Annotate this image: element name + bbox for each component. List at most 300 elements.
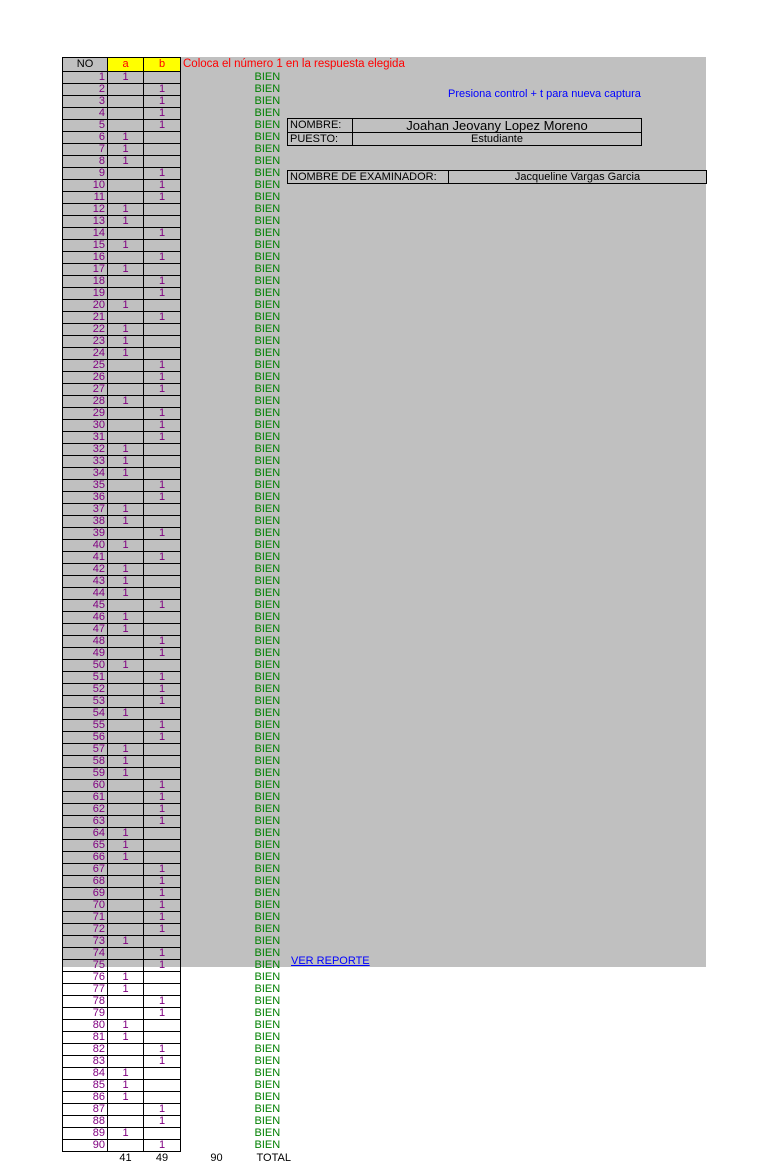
answer-cell-b[interactable]: 1 bbox=[144, 912, 181, 924]
row-spacer bbox=[181, 660, 253, 672]
result-cell: BIEN bbox=[254, 983, 281, 995]
answer-cell-a[interactable] bbox=[108, 528, 144, 540]
answer-cell-b[interactable] bbox=[144, 264, 181, 276]
question-number: 85 bbox=[63, 1080, 108, 1092]
answer-cell-a[interactable] bbox=[108, 252, 144, 264]
answer-cell-a[interactable] bbox=[108, 732, 144, 744]
answer-cell-a[interactable] bbox=[108, 888, 144, 900]
row-spacer bbox=[181, 936, 253, 948]
answer-cell-a[interactable] bbox=[108, 168, 144, 180]
answer-cell-b[interactable] bbox=[144, 576, 181, 588]
answer-cell-b[interactable]: 1 bbox=[144, 1056, 181, 1068]
question-number: 23 bbox=[63, 336, 108, 348]
answer-cell-b[interactable]: 1 bbox=[144, 288, 181, 300]
answer-cell-a[interactable]: 1 bbox=[108, 156, 144, 168]
row-spacer bbox=[181, 804, 253, 816]
answer-cell-a[interactable]: 1 bbox=[108, 1020, 144, 1032]
answer-cell-b[interactable] bbox=[144, 456, 181, 468]
answer-cell-b[interactable]: 1 bbox=[144, 252, 181, 264]
table-row bbox=[63, 492, 407, 504]
result-cell: BIEN bbox=[254, 959, 281, 971]
answer-cell-a[interactable] bbox=[108, 696, 144, 708]
row-spacer bbox=[181, 888, 253, 900]
result-cell: BIEN bbox=[254, 1127, 281, 1139]
answer-cell-a[interactable]: 1 bbox=[108, 828, 144, 840]
answer-cell-b[interactable] bbox=[144, 1092, 181, 1104]
question-number: 17 bbox=[63, 264, 108, 276]
answer-cell-a[interactable] bbox=[108, 432, 144, 444]
answer-cell-a[interactable] bbox=[108, 960, 144, 972]
answer-cell-b[interactable] bbox=[144, 348, 181, 360]
answer-cell-a[interactable]: 1 bbox=[108, 336, 144, 348]
result-cell: BIEN bbox=[254, 1007, 281, 1019]
row-spacer bbox=[181, 696, 253, 708]
table-row bbox=[63, 228, 407, 240]
row-spacer bbox=[181, 324, 253, 336]
answer-cell-b[interactable] bbox=[144, 588, 181, 600]
answer-cell-b[interactable] bbox=[144, 504, 181, 516]
result-cell: BIEN bbox=[254, 599, 281, 611]
result-cell: BIEN bbox=[254, 827, 281, 839]
result-cell: BIEN bbox=[254, 503, 281, 515]
answer-cell-a[interactable]: 1 bbox=[108, 240, 144, 252]
answer-cell-a[interactable] bbox=[108, 408, 144, 420]
table-row bbox=[63, 936, 407, 948]
answer-grid bbox=[62, 57, 407, 1166]
answer-cell-b[interactable] bbox=[144, 564, 181, 576]
answer-cell-a[interactable] bbox=[108, 228, 144, 240]
answer-cell-b[interactable]: 1 bbox=[144, 720, 181, 732]
answer-cell-b[interactable] bbox=[144, 396, 181, 408]
result-cell: BIEN bbox=[254, 719, 281, 731]
answer-cell-a[interactable] bbox=[108, 780, 144, 792]
answer-cell-a[interactable]: 1 bbox=[108, 852, 144, 864]
result-cell: BIEN bbox=[254, 275, 281, 287]
row-spacer bbox=[181, 132, 253, 144]
answer-cell-b[interactable]: 1 bbox=[144, 1116, 181, 1128]
answer-cell-b[interactable]: 1 bbox=[144, 420, 181, 432]
answer-cell-b[interactable] bbox=[144, 324, 181, 336]
question-number: 58 bbox=[63, 756, 108, 768]
question-number: 77 bbox=[63, 984, 108, 996]
answer-cell-a[interactable]: 1 bbox=[108, 972, 144, 984]
answer-cell-b[interactable]: 1 bbox=[144, 276, 181, 288]
answer-cell-a[interactable]: 1 bbox=[108, 936, 144, 948]
table-row bbox=[63, 1128, 407, 1140]
table-row bbox=[63, 516, 407, 528]
answer-cell-a[interactable] bbox=[108, 948, 144, 960]
answer-cell-a[interactable]: 1 bbox=[108, 132, 144, 144]
answer-cell-a[interactable]: 1 bbox=[108, 660, 144, 672]
answer-cell-a[interactable] bbox=[108, 648, 144, 660]
answer-cell-a[interactable] bbox=[108, 420, 144, 432]
examiner-value[interactable]: Jacqueline Vargas Garcia bbox=[514, 171, 641, 183]
table-row bbox=[63, 600, 407, 612]
answer-cell-a[interactable] bbox=[108, 384, 144, 396]
question-number: 19 bbox=[63, 288, 108, 300]
position-value[interactable]: Estudiante bbox=[471, 133, 523, 145]
answer-cell-b[interactable] bbox=[144, 216, 181, 228]
result-cell: BIEN bbox=[254, 443, 281, 455]
answer-cell-b[interactable]: 1 bbox=[144, 684, 181, 696]
answer-cell-a[interactable]: 1 bbox=[108, 756, 144, 768]
result-cell: BIEN bbox=[254, 683, 281, 695]
row-spacer bbox=[181, 984, 253, 996]
answer-cell-a[interactable]: 1 bbox=[108, 840, 144, 852]
answer-cell-b[interactable]: 1 bbox=[144, 432, 181, 444]
result-cell: BIEN bbox=[254, 1103, 281, 1115]
result-cell: BIEN bbox=[254, 119, 281, 131]
answer-cell-b[interactable]: 1 bbox=[144, 1008, 181, 1020]
answer-cell-a[interactable] bbox=[108, 996, 144, 1008]
answer-cell-b[interactable]: 1 bbox=[144, 900, 181, 912]
question-number: 67 bbox=[63, 864, 108, 876]
answer-cell-a[interactable]: 1 bbox=[108, 516, 144, 528]
table-row bbox=[63, 696, 407, 708]
result-cell: BIEN bbox=[254, 539, 281, 551]
answer-cell-a[interactable]: 1 bbox=[108, 588, 144, 600]
answer-cell-b[interactable] bbox=[144, 840, 181, 852]
answer-cell-b[interactable]: 1 bbox=[144, 816, 181, 828]
answer-cell-b[interactable]: 1 bbox=[144, 96, 181, 108]
question-number: 61 bbox=[63, 792, 108, 804]
answer-cell-b[interactable] bbox=[144, 1032, 181, 1044]
result-cell: BIEN bbox=[254, 95, 281, 107]
answer-cell-a[interactable]: 1 bbox=[108, 204, 144, 216]
answer-cell-b[interactable]: 1 bbox=[144, 960, 181, 972]
answer-cell-a[interactable] bbox=[108, 96, 144, 108]
table-row bbox=[63, 96, 407, 108]
answer-cell-a[interactable]: 1 bbox=[108, 468, 144, 480]
row-spacer bbox=[181, 564, 253, 576]
answer-cell-a[interactable] bbox=[108, 864, 144, 876]
row-spacer bbox=[181, 1008, 253, 1020]
answer-cell-a[interactable] bbox=[108, 600, 144, 612]
row-spacer bbox=[181, 444, 253, 456]
answer-cell-a[interactable]: 1 bbox=[108, 1080, 144, 1092]
answer-cell-b[interactable] bbox=[144, 852, 181, 864]
row-spacer bbox=[181, 672, 253, 684]
answer-cell-b[interactable]: 1 bbox=[144, 804, 181, 816]
answer-cell-b[interactable]: 1 bbox=[144, 1044, 181, 1056]
row-spacer bbox=[181, 1128, 253, 1140]
row-spacer bbox=[181, 828, 253, 840]
answer-cell-b[interactable] bbox=[144, 828, 181, 840]
answer-cell-b[interactable]: 1 bbox=[144, 864, 181, 876]
table-row bbox=[63, 588, 407, 600]
answer-cell-b[interactable]: 1 bbox=[144, 192, 181, 204]
answer-cell-b[interactable] bbox=[144, 300, 181, 312]
answer-cell-a[interactable] bbox=[108, 180, 144, 192]
answer-cell-b[interactable]: 1 bbox=[144, 180, 181, 192]
answer-cell-a[interactable]: 1 bbox=[108, 564, 144, 576]
view-report-link[interactable]: VER REPORTE bbox=[291, 955, 370, 967]
answer-cell-a[interactable]: 1 bbox=[108, 624, 144, 636]
answer-cell-a[interactable] bbox=[108, 792, 144, 804]
answer-cell-b[interactable]: 1 bbox=[144, 636, 181, 648]
answer-cell-a[interactable] bbox=[108, 480, 144, 492]
table-row bbox=[63, 1044, 407, 1056]
row-spacer bbox=[181, 636, 253, 648]
row-spacer bbox=[181, 168, 253, 180]
answer-cell-a[interactable] bbox=[108, 192, 144, 204]
answer-cell-b[interactable] bbox=[144, 708, 181, 720]
result-cell: BIEN bbox=[254, 155, 281, 167]
answer-cell-a[interactable]: 1 bbox=[108, 768, 144, 780]
answer-cell-a[interactable]: 1 bbox=[108, 144, 144, 156]
answer-cell-b[interactable] bbox=[144, 444, 181, 456]
answer-cell-b[interactable]: 1 bbox=[144, 600, 181, 612]
question-number: 24 bbox=[63, 348, 108, 360]
answer-cell-a[interactable]: 1 bbox=[108, 1128, 144, 1140]
question-number: 89 bbox=[63, 1128, 108, 1140]
table-row bbox=[63, 636, 407, 648]
question-number: 44 bbox=[63, 588, 108, 600]
row-spacer bbox=[181, 552, 253, 564]
result-cell: BIEN bbox=[254, 419, 281, 431]
result-cell: BIEN bbox=[254, 731, 281, 743]
answer-cell-a[interactable] bbox=[108, 552, 144, 564]
question-number: 55 bbox=[63, 720, 108, 732]
answer-cell-b[interactable] bbox=[144, 756, 181, 768]
answer-cell-a[interactable]: 1 bbox=[108, 612, 144, 624]
answer-cell-b[interactable] bbox=[144, 144, 181, 156]
answer-cell-a[interactable] bbox=[108, 1116, 144, 1128]
answer-cell-a[interactable]: 1 bbox=[108, 576, 144, 588]
answer-cell-b[interactable]: 1 bbox=[144, 312, 181, 324]
answer-cell-b[interactable] bbox=[144, 984, 181, 996]
answer-cell-a[interactable]: 1 bbox=[108, 1092, 144, 1104]
answer-cell-b[interactable]: 1 bbox=[144, 888, 181, 900]
answer-cell-a[interactable] bbox=[108, 1056, 144, 1068]
question-number: 10 bbox=[63, 180, 108, 192]
answer-cell-b[interactable] bbox=[144, 1080, 181, 1092]
answer-cell-a[interactable]: 1 bbox=[108, 504, 144, 516]
question-number: 57 bbox=[63, 744, 108, 756]
answer-cell-b[interactable] bbox=[144, 660, 181, 672]
answer-cell-b[interactable]: 1 bbox=[144, 528, 181, 540]
answer-cell-b[interactable]: 1 bbox=[144, 168, 181, 180]
result-cell: BIEN bbox=[254, 323, 281, 335]
answer-cell-b[interactable]: 1 bbox=[144, 120, 181, 132]
answer-cell-b[interactable]: 1 bbox=[144, 360, 181, 372]
answer-cell-a[interactable]: 1 bbox=[108, 708, 144, 720]
row-spacer bbox=[181, 360, 253, 372]
answer-cell-a[interactable]: 1 bbox=[108, 744, 144, 756]
answer-cell-b[interactable]: 1 bbox=[144, 552, 181, 564]
table-row bbox=[63, 396, 407, 408]
answer-cell-b[interactable] bbox=[144, 204, 181, 216]
answer-cell-b[interactable]: 1 bbox=[144, 948, 181, 960]
answer-cell-b[interactable] bbox=[144, 516, 181, 528]
result-cell: BIEN bbox=[254, 551, 281, 563]
question-number: 29 bbox=[63, 408, 108, 420]
table-row bbox=[63, 1116, 407, 1128]
position-label: PUESTO: bbox=[288, 133, 353, 145]
answer-cell-a[interactable] bbox=[108, 84, 144, 96]
answer-cell-b[interactable] bbox=[144, 972, 181, 984]
answer-cell-a[interactable] bbox=[108, 288, 144, 300]
answer-cell-b[interactable]: 1 bbox=[144, 780, 181, 792]
answer-cell-a[interactable] bbox=[108, 120, 144, 132]
result-cell: BIEN bbox=[254, 347, 281, 359]
answer-cell-a[interactable]: 1 bbox=[108, 300, 144, 312]
answer-cell-a[interactable] bbox=[108, 108, 144, 120]
row-spacer bbox=[181, 204, 253, 216]
answer-cell-a[interactable] bbox=[108, 900, 144, 912]
table-row bbox=[63, 432, 407, 444]
answer-cell-a[interactable] bbox=[108, 372, 144, 384]
table-row bbox=[63, 552, 407, 564]
question-number: 20 bbox=[63, 300, 108, 312]
result-cell: BIEN bbox=[254, 131, 281, 143]
row-spacer bbox=[181, 648, 253, 660]
answer-cell-b[interactable]: 1 bbox=[144, 1140, 181, 1152]
answer-cell-b[interactable] bbox=[144, 744, 181, 756]
answer-cell-a[interactable] bbox=[108, 1140, 144, 1152]
instruction-text: Coloca el número 1 en la respuesta elegida bbox=[183, 57, 405, 70]
question-number: 81 bbox=[63, 1032, 108, 1044]
name-value[interactable]: Joahan Jeovany Lopez Moreno bbox=[406, 118, 588, 133]
answer-cell-a[interactable] bbox=[108, 672, 144, 684]
result-cell: BIEN bbox=[254, 587, 281, 599]
question-number: 52 bbox=[63, 684, 108, 696]
answer-cell-b[interactable] bbox=[144, 468, 181, 480]
table-row bbox=[63, 1080, 407, 1092]
answer-cell-b[interactable]: 1 bbox=[144, 372, 181, 384]
answer-cell-b[interactable] bbox=[144, 156, 181, 168]
question-number: 60 bbox=[63, 780, 108, 792]
result-cell: BIEN bbox=[254, 179, 281, 191]
answer-cell-a[interactable]: 1 bbox=[108, 216, 144, 228]
answer-cell-a[interactable]: 1 bbox=[108, 264, 144, 276]
answer-cell-b[interactable]: 1 bbox=[144, 108, 181, 120]
answer-cell-b[interactable]: 1 bbox=[144, 732, 181, 744]
answer-cell-a[interactable]: 1 bbox=[108, 984, 144, 996]
result-cell: BIEN bbox=[254, 311, 281, 323]
answer-cell-a[interactable] bbox=[108, 360, 144, 372]
answer-cell-a[interactable]: 1 bbox=[108, 324, 144, 336]
answer-cell-a[interactable]: 1 bbox=[108, 1068, 144, 1080]
answer-cell-b[interactable]: 1 bbox=[144, 696, 181, 708]
question-number: 47 bbox=[63, 624, 108, 636]
question-number: 82 bbox=[63, 1044, 108, 1056]
table-row bbox=[63, 408, 407, 420]
question-number: 42 bbox=[63, 564, 108, 576]
answer-cell-b[interactable] bbox=[144, 336, 181, 348]
result-cell: BIEN bbox=[254, 191, 281, 203]
answer-cell-b[interactable]: 1 bbox=[144, 924, 181, 936]
answer-cell-b[interactable]: 1 bbox=[144, 1104, 181, 1116]
question-number: 12 bbox=[63, 204, 108, 216]
answer-cell-a[interactable] bbox=[108, 912, 144, 924]
answer-cell-a[interactable] bbox=[108, 1104, 144, 1116]
row-spacer bbox=[181, 456, 253, 468]
answer-cell-a[interactable] bbox=[108, 684, 144, 696]
answer-cell-a[interactable]: 1 bbox=[108, 540, 144, 552]
answer-cell-b[interactable]: 1 bbox=[144, 792, 181, 804]
table-row bbox=[63, 828, 407, 840]
answer-cell-b[interactable] bbox=[144, 624, 181, 636]
answer-cell-b[interactable] bbox=[144, 132, 181, 144]
row-spacer bbox=[181, 240, 253, 252]
row-spacer bbox=[181, 192, 253, 204]
answer-cell-a[interactable]: 1 bbox=[108, 396, 144, 408]
table-row bbox=[63, 468, 407, 480]
row-spacer bbox=[181, 1044, 253, 1056]
answer-cell-b[interactable]: 1 bbox=[144, 228, 181, 240]
table-row bbox=[63, 456, 407, 468]
table-row bbox=[63, 996, 407, 1008]
answer-cell-b[interactable] bbox=[144, 1020, 181, 1032]
answer-cell-b[interactable]: 1 bbox=[144, 876, 181, 888]
answer-cell-a[interactable] bbox=[108, 720, 144, 732]
question-number: 87 bbox=[63, 1104, 108, 1116]
answer-cell-b[interactable] bbox=[144, 240, 181, 252]
question-number: 62 bbox=[63, 804, 108, 816]
question-number: 31 bbox=[63, 432, 108, 444]
result-cell: BIEN bbox=[254, 455, 281, 467]
answer-cell-a[interactable] bbox=[108, 816, 144, 828]
result-cell: BIEN bbox=[254, 815, 281, 827]
answer-cell-a[interactable] bbox=[108, 636, 144, 648]
answer-cell-b[interactable]: 1 bbox=[144, 84, 181, 96]
answer-cell-a[interactable] bbox=[108, 1008, 144, 1020]
answer-cell-b[interactable] bbox=[144, 612, 181, 624]
answer-cell-a[interactable] bbox=[108, 1044, 144, 1056]
question-number: 76 bbox=[63, 972, 108, 984]
answer-cell-b[interactable] bbox=[144, 540, 181, 552]
answer-cell-a[interactable]: 1 bbox=[108, 444, 144, 456]
answer-cell-b[interactable]: 1 bbox=[144, 672, 181, 684]
result-cell: BIEN bbox=[254, 335, 281, 347]
answer-cell-b[interactable]: 1 bbox=[144, 996, 181, 1008]
answer-cell-a[interactable]: 1 bbox=[108, 348, 144, 360]
answer-cell-a[interactable]: 1 bbox=[108, 456, 144, 468]
answer-cell-a[interactable]: 1 bbox=[108, 1032, 144, 1044]
answer-cell-b[interactable]: 1 bbox=[144, 492, 181, 504]
answer-cell-a[interactable] bbox=[108, 876, 144, 888]
table-row bbox=[63, 708, 407, 720]
result-cell: BIEN bbox=[254, 803, 281, 815]
result-cell: BIEN bbox=[254, 839, 281, 851]
answer-cell-a[interactable] bbox=[108, 492, 144, 504]
answer-cell-a[interactable] bbox=[108, 924, 144, 936]
answer-cell-b[interactable] bbox=[144, 768, 181, 780]
question-number: 84 bbox=[63, 1068, 108, 1080]
answer-cell-b[interactable]: 1 bbox=[144, 408, 181, 420]
result-cell: BIEN bbox=[254, 107, 281, 119]
answer-cell-b[interactable] bbox=[144, 72, 181, 84]
answer-cell-b[interactable] bbox=[144, 1068, 181, 1080]
answer-cell-b[interactable] bbox=[144, 936, 181, 948]
result-cell: BIEN bbox=[254, 239, 281, 251]
answer-cell-a[interactable] bbox=[108, 312, 144, 324]
question-number: 73 bbox=[63, 936, 108, 948]
total-b: 49 bbox=[155, 1152, 169, 1165]
result-cell: BIEN bbox=[254, 779, 281, 791]
row-spacer bbox=[181, 612, 253, 624]
answer-cell-b[interactable]: 1 bbox=[144, 648, 181, 660]
answer-cell-b[interactable]: 1 bbox=[144, 384, 181, 396]
answer-cell-a[interactable] bbox=[108, 804, 144, 816]
answer-cell-a[interactable]: 1 bbox=[108, 72, 144, 84]
answer-cell-a[interactable] bbox=[108, 276, 144, 288]
answer-cell-b[interactable] bbox=[144, 1128, 181, 1140]
question-number: 56 bbox=[63, 732, 108, 744]
answer-cell-b[interactable]: 1 bbox=[144, 480, 181, 492]
result-cell: BIEN bbox=[254, 707, 281, 719]
